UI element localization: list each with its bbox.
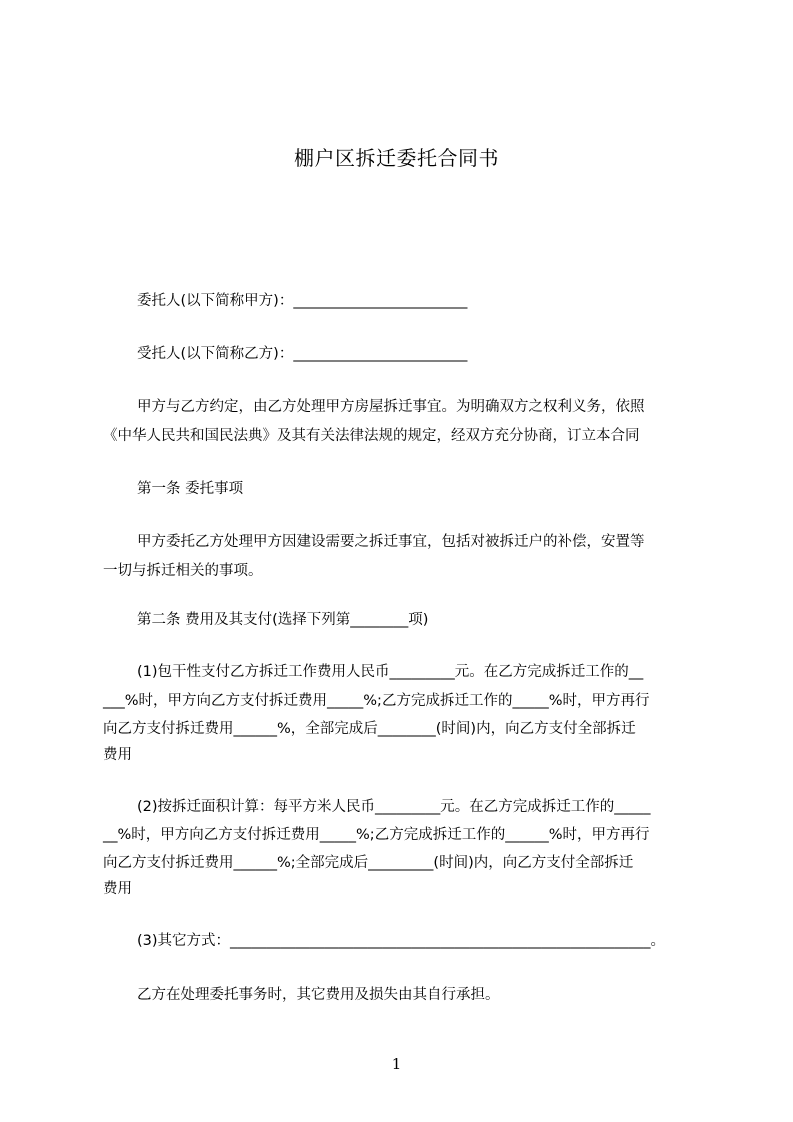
option-3-line: (3)其它方式：__________________________________________________________。 xyxy=(137,933,666,949)
party-a-line: 委托人(以下简称甲方)：________________________ xyxy=(137,293,468,309)
option-2-line-3: 向乙方支付拆迁费用______%;全部完成后_________(时间)内，向乙方支付全部拆迁 xyxy=(103,855,634,871)
option-1-line-1: (1)包干性支付乙方拆迁工作费用人民币_________元。在乙方完成拆迁工作的__ xyxy=(137,664,644,680)
option-2-line-2: __%时，甲方向乙方支付拆迁费用_____%;乙方完成拆迁工作的______%时，甲方再行 xyxy=(103,827,650,843)
option-1-line-4: 费用 xyxy=(103,747,132,763)
intro-paragraph-line-1: 甲方与乙方约定，由乙方处理甲方房屋拆迁事宜。为明确双方之权利义务，依照 xyxy=(137,399,645,415)
article-2-heading: 第二条 费用及其支付(选择下列第________项) xyxy=(137,612,429,628)
intro-paragraph-line-2: 《中华人民共和国民法典》及其有关法律法规的规定，经双方充分协商，订立本合同 xyxy=(103,428,640,444)
option-2-line-4: 费用 xyxy=(103,881,132,897)
page-number: 1 xyxy=(391,1055,402,1073)
article-1-heading: 第一条 委托事项 xyxy=(137,481,244,497)
option-1-line-3: 向乙方支付拆迁费用______%，全部完成后________(时间)内，向乙方支付全部拆迁 xyxy=(103,721,636,737)
document-title: 棚户区拆迁委托合同书 xyxy=(294,146,499,170)
option-2-line-1: (2)按拆迁面积计算：每平方米人民币_________元。在乙方完成拆迁工作的_____ xyxy=(137,799,651,815)
option-1-line-2: ___%时，甲方向乙方支付拆迁费用_____%;乙方完成拆迁工作的_____%时，甲方再行 xyxy=(103,693,650,709)
closing-paragraph: 乙方在处理委托事务时，其它费用及损失由其自行承担。 xyxy=(137,987,500,1003)
article-1-text-line-1: 甲方委托乙方处理甲方因建设需要之拆迁事宜，包括对被拆迁户的补偿，安置等 xyxy=(137,534,645,550)
article-1-text-line-2: 一切与拆迁相关的事项。 xyxy=(103,563,263,579)
party-b-line: 受托人(以下简称乙方)：________________________ xyxy=(137,346,468,362)
